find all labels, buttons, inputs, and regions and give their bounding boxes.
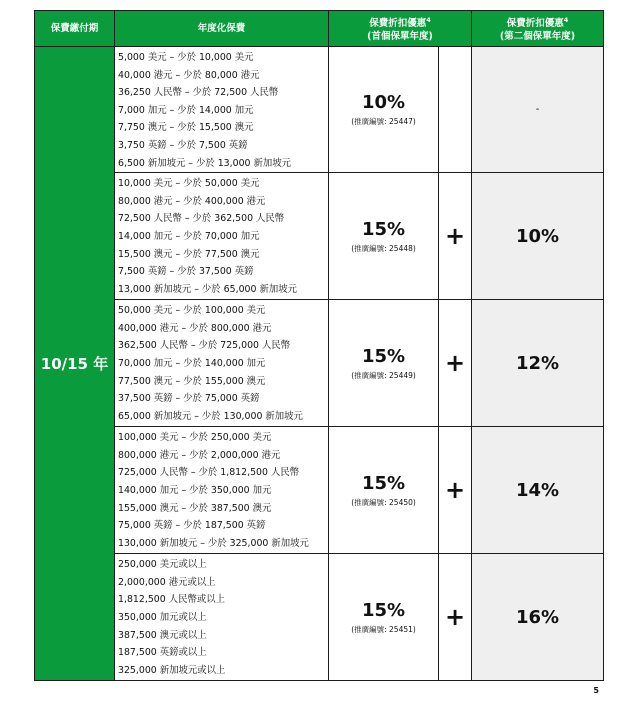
discount-table (34, 10, 604, 681)
table-row (35, 173, 604, 300)
first-year-discount-rate: 10% (361, 92, 406, 114)
premium-range-line: 187,500 英鎊或以上 (118, 647, 207, 659)
premium-range-line: 75,000 英鎊 – 少於 187,500 英鎊 (118, 520, 266, 532)
header-term-label: 保費繳付期 (50, 23, 99, 34)
header-premium (115, 11, 329, 47)
premium-range-cell (115, 173, 329, 300)
premium-range-line: 65,000 新加坡元 – 少於 130,000 新加坡元 (118, 410, 303, 422)
premium-range-line: 6,500 新加坡元 – 少於 13,000 新加坡元 (118, 157, 291, 169)
table-row (35, 427, 604, 554)
premium-range-line: 725,000 人民幣 – 少於 1,812,500 人民幣 (118, 467, 300, 479)
second-year-discount-cell: 16% (472, 554, 604, 681)
plus-sign (439, 47, 472, 173)
premium-range-line: 130,000 新加坡元 – 少於 325,000 新加坡元 (118, 537, 309, 549)
premium-range-line: 400,000 港元 – 少於 800,000 港元 (118, 322, 272, 334)
header-first-discount-label: 保費折扣優惠 (369, 18, 427, 30)
header-first-discount-sub: (首個保單年度) (367, 31, 433, 43)
plus-sign: + (439, 427, 472, 554)
table-row (35, 554, 604, 681)
premium-range-line: 72,500 人民幣 – 少於 362,500 人民幣 (118, 213, 285, 225)
first-year-discount-cell (329, 300, 439, 427)
promo-code: (推廣編號: 25448) (351, 243, 416, 253)
premium-range-line: 155,000 澳元 – 少於 387,500 澳元 (118, 502, 272, 514)
premium-range-line: 800,000 港元 – 少於 2,000,000 港元 (118, 449, 281, 461)
premium-range-line: 387,500 澳元或以上 (118, 629, 207, 641)
header-premium-label: 年度化保費 (197, 23, 246, 34)
premium-range-line: 2,000,000 港元或以上 (118, 576, 216, 588)
premium-range-line: 1,812,500 人民幣或以上 (118, 594, 225, 606)
premium-range-line: 37,500 英鎊 – 少於 75,000 英鎊 (118, 393, 260, 405)
table-row (35, 300, 604, 427)
premium-range-line: 250,000 美元或以上 (118, 559, 207, 571)
page-number: 5 (593, 686, 599, 695)
first-year-discount-cell (329, 173, 439, 300)
plus-sign: + (439, 173, 472, 300)
premium-range-line: 70,000 加元 – 少於 140,000 加元 (118, 357, 266, 369)
premium-range-line: 50,000 美元 – 少於 100,000 美元 (118, 305, 266, 317)
premium-range-line: 36,250 人民幣 – 少於 72,500 人民幣 (118, 87, 279, 99)
premium-range-line: 40,000 港元 – 少於 80,000 港元 (118, 69, 260, 81)
first-year-discount-cell (329, 427, 439, 554)
second-year-discount-cell: - (472, 47, 604, 173)
first-year-discount-cell (329, 554, 439, 681)
promo-code: (推廣編號: 25447) (351, 117, 416, 127)
premium-range-line: 13,000 新加坡元 – 少於 65,000 新加坡元 (118, 283, 297, 295)
first-year-discount-rate: 15% (361, 599, 406, 621)
footnote-marker: 4 (426, 15, 431, 24)
premium-range-line: 5,000 美元 – 少於 10,000 美元 (118, 52, 254, 63)
plus-sign: + (439, 300, 472, 427)
premium-range-line: 362,500 人民幣 – 少於 725,000 人民幣 (118, 340, 291, 352)
promo-code: (推廣編號: 25451) (351, 624, 416, 634)
footnote-marker: 4 (563, 15, 569, 24)
premium-range-cell (115, 427, 329, 554)
header-term (35, 11, 115, 47)
promo-code: (推廣編號: 25449) (351, 370, 416, 380)
premium-range-cell (115, 47, 329, 173)
premium-range-line: 80,000 港元 – 少於 400,000 港元 (118, 195, 266, 207)
header-second-discount-sub: (第二個保單年度) (499, 31, 576, 43)
premium-range-line: 7,750 澳元 – 少於 15,500 澳元 (118, 122, 254, 134)
first-year-discount-rate: 15% (361, 218, 406, 240)
premium-range-line: 325,000 新加坡元或以上 (118, 664, 226, 676)
premium-range-line: 10,000 美元 – 少於 50,000 美元 (118, 178, 260, 190)
header-first-discount (329, 11, 472, 47)
first-year-discount-cell (329, 47, 439, 173)
plus-sign: + (439, 554, 472, 681)
header-second-discount (472, 11, 604, 47)
second-year-discount-cell: 12% (472, 300, 604, 427)
premium-range-line: 77,500 澳元 – 少於 155,000 澳元 (118, 375, 266, 387)
premium-range-cell (115, 554, 329, 681)
header-second-discount-label: 保費折扣優惠 (506, 18, 564, 30)
first-year-discount-rate: 15% (361, 345, 406, 367)
premium-range-line: 100,000 美元 – 少於 250,000 美元 (118, 432, 272, 444)
premium-range-line: 7,500 英鎊 – 少於 37,500 英鎊 (118, 266, 254, 278)
premium-range-line: 15,500 澳元 – 少於 77,500 澳元 (118, 248, 260, 260)
second-year-discount-cell: 10% (472, 173, 604, 300)
table-header-row (35, 11, 604, 47)
payment-term-cell: 10/15 年 (35, 47, 115, 681)
premium-range-cell (115, 300, 329, 427)
premium-range-line: 3,750 英鎊 – 少於 7,500 英鎊 (118, 139, 248, 151)
premium-range-line: 350,000 加元或以上 (118, 611, 207, 623)
table-row (35, 47, 604, 173)
premium-range-line: 140,000 加元 – 少於 350,000 加元 (118, 484, 272, 496)
premium-range-line: 14,000 加元 – 少於 70,000 加元 (118, 230, 260, 242)
promo-code: (推廣編號: 25450) (351, 497, 416, 507)
first-year-discount-rate: 15% (361, 472, 406, 494)
premium-range-line: 7,000 加元 – 少於 14,000 加元 (118, 104, 254, 116)
second-year-discount-cell: 14% (472, 427, 604, 554)
